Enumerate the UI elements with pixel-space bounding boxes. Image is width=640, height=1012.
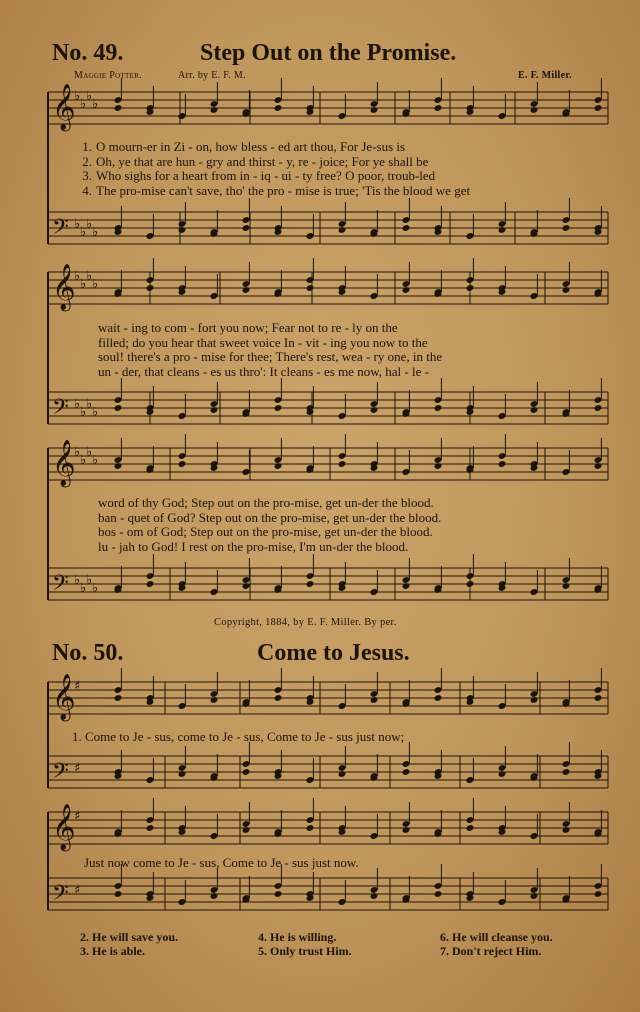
treble-clef-icon: 𝄞 bbox=[52, 84, 76, 130]
lyric-row bbox=[70, 140, 470, 155]
sharp-key-icon: ♯ bbox=[74, 761, 81, 776]
sharp-key-icon: ♯ bbox=[74, 679, 81, 694]
note-head-icon bbox=[274, 890, 283, 898]
hymn-50-verse-2: 2. He will save you. bbox=[80, 930, 178, 944]
flat-key-icon: ♭ bbox=[86, 217, 93, 232]
lyric-text: O mourn-er in Zi - on, how bless - ed art thou, For Je-sus is bbox=[96, 139, 406, 154]
note-head-icon bbox=[306, 284, 315, 292]
note-head-icon bbox=[242, 286, 251, 294]
lyric-row bbox=[70, 184, 470, 199]
note-head-icon bbox=[370, 696, 379, 704]
note-head-icon bbox=[338, 226, 347, 234]
lyric-text: filled; do you hear that sweet voice In - vit - ing you now to the bbox=[98, 334, 428, 350]
hymn-49-number: No. 49. bbox=[52, 40, 124, 66]
note-head-icon bbox=[466, 284, 475, 292]
note-head-icon bbox=[242, 826, 251, 834]
hymn-50-verse-7: 7. Don't reject Him. bbox=[440, 944, 542, 958]
flat-key-icon: ♭ bbox=[86, 573, 93, 588]
note-head-icon bbox=[562, 582, 571, 590]
flat-key-icon: ♭ bbox=[80, 581, 87, 596]
note-head-icon bbox=[146, 284, 155, 292]
note-head-icon bbox=[530, 696, 539, 704]
lyric-text: word of thy God; Step out on the pro-mise, get un-der the blood. bbox=[98, 495, 434, 510]
flat-key-icon: ♭ bbox=[80, 97, 87, 112]
note-head-icon bbox=[338, 460, 347, 468]
flat-key-icon: ♭ bbox=[74, 269, 81, 284]
note-head-icon bbox=[498, 226, 507, 234]
note-head-icon bbox=[466, 824, 475, 832]
verse-number: 1. bbox=[82, 139, 92, 154]
lyric-text: The pro-mise can't save, tho' the pro - mise is true; 'Tis the blood we get bbox=[96, 182, 471, 198]
note-head-icon bbox=[402, 224, 411, 232]
note-head-icon bbox=[114, 462, 123, 470]
hymn-49-lyrics-line-3 bbox=[98, 496, 441, 554]
note-head-icon bbox=[370, 892, 379, 900]
note-head-icon bbox=[210, 696, 219, 704]
flat-key-icon: ♭ bbox=[92, 581, 99, 596]
note-head-icon bbox=[370, 406, 379, 414]
note-head-icon bbox=[402, 826, 411, 834]
lyric-row bbox=[70, 155, 470, 170]
lyric-text: wait - ing to com - fort you now; Fear not to re - ly on the bbox=[98, 320, 398, 335]
note-head-icon bbox=[434, 890, 443, 898]
note-head-icon bbox=[594, 104, 603, 112]
note-head-icon bbox=[306, 824, 315, 832]
flat-key-icon: ♭ bbox=[92, 225, 99, 240]
hymn-50-lyrics-line-2: Just now come to Je - sus, Come to Je - sus just now. bbox=[84, 855, 359, 870]
hymn-49-arranger: Arr. by E. F. M. bbox=[178, 70, 246, 81]
note-head-icon bbox=[274, 404, 283, 412]
hymn-49-lyrics-line-1 bbox=[70, 140, 470, 198]
lyric-text: soul! there's a pro - mise for thee; There's rest, wea - ry one, in the bbox=[98, 349, 443, 364]
note-head-icon bbox=[210, 406, 219, 414]
note-head-icon bbox=[210, 892, 219, 900]
note-head-icon bbox=[242, 768, 251, 776]
hymn-49-words-credit: Maggie Potter. bbox=[74, 70, 142, 81]
note-head-icon bbox=[530, 892, 539, 900]
note-head-icon bbox=[178, 226, 187, 234]
flat-key-icon: ♭ bbox=[92, 405, 99, 420]
note-head-icon bbox=[562, 224, 571, 232]
treble-clef-icon: 𝄞 bbox=[52, 674, 76, 720]
treble-clef-icon: 𝄞 bbox=[52, 804, 76, 850]
hymn-50-title: Come to Jesus. bbox=[257, 640, 410, 666]
bass-clef-icon: 𝄢 bbox=[52, 215, 69, 245]
flat-key-icon: ♭ bbox=[86, 445, 93, 460]
note-head-icon bbox=[274, 462, 283, 470]
note-head-icon bbox=[562, 826, 571, 834]
note-head-icon bbox=[114, 404, 123, 412]
verse-number: 3. bbox=[82, 168, 92, 183]
note-head-icon bbox=[594, 404, 603, 412]
treble-clef-icon: 𝄞 bbox=[52, 440, 76, 486]
note-head-icon bbox=[114, 890, 123, 898]
note-head-icon bbox=[562, 286, 571, 294]
note-head-icon bbox=[434, 404, 443, 412]
hymn-50-verse-6: 6. He will cleanse you. bbox=[440, 930, 553, 944]
bass-clef-icon: 𝄢 bbox=[52, 395, 69, 425]
flat-key-icon: ♭ bbox=[74, 217, 81, 232]
note-head-icon bbox=[114, 104, 123, 112]
note-head-icon bbox=[242, 582, 251, 590]
flat-key-icon: ♭ bbox=[92, 277, 99, 292]
hymn-49-copyright: Copyright, 1884, by E. F. Miller. By per. bbox=[214, 617, 397, 628]
note-head-icon bbox=[594, 890, 603, 898]
flat-key-icon: ♭ bbox=[86, 269, 93, 284]
lyric-text: Oh, ye that are hun - gry and thirst - y, re - joice; For ye shall be bbox=[96, 153, 429, 169]
lyric-text: ban - quet of God? Step out on the pro-mise, get un-der the blood. bbox=[98, 509, 442, 525]
treble-clef-icon: 𝄞 bbox=[52, 264, 76, 310]
note-head-icon bbox=[402, 768, 411, 776]
note-head-icon bbox=[466, 580, 475, 588]
hymn-50-lyrics-line-1: 1. Come to Je - sus, come to Je - sus, Come to Je - sus just now; bbox=[72, 729, 405, 744]
hymn-49-composer: E. F. Miller. bbox=[518, 70, 572, 81]
bass-clef-icon: 𝄢 bbox=[52, 759, 69, 789]
verse-number: 2. bbox=[82, 153, 92, 169]
note-head-icon bbox=[274, 694, 283, 702]
flat-key-icon: ♭ bbox=[86, 397, 93, 412]
flat-key-icon: ♭ bbox=[92, 453, 99, 468]
note-head-icon bbox=[562, 768, 571, 776]
flat-key-icon: ♭ bbox=[74, 397, 81, 412]
note-head-icon bbox=[594, 462, 603, 470]
note-head-icon bbox=[146, 580, 155, 588]
note-head-icon bbox=[402, 582, 411, 590]
hymn-50-verse-3: 3. He is able. bbox=[80, 944, 145, 958]
hymn-50-verse-4: 4. He is willing. bbox=[258, 930, 337, 944]
flat-key-icon: ♭ bbox=[74, 89, 81, 104]
lyric-text: Who sighs for a heart from in - iq - ui - ty free? O poor, troub-led bbox=[96, 168, 436, 183]
hymn-50-number: No. 50. bbox=[52, 640, 124, 666]
note-head-icon bbox=[434, 104, 443, 112]
flat-key-icon: ♭ bbox=[74, 445, 81, 460]
note-head-icon bbox=[274, 104, 283, 112]
note-head-icon bbox=[498, 770, 507, 778]
note-head-icon bbox=[242, 224, 251, 232]
note-head-icon bbox=[178, 770, 187, 778]
hymn-49-lyrics-line-2 bbox=[98, 321, 442, 379]
bass-clef-icon: 𝄢 bbox=[52, 571, 69, 601]
note-head-icon bbox=[434, 462, 443, 470]
note-head-icon bbox=[146, 824, 155, 832]
note-head-icon bbox=[370, 106, 379, 114]
note-head-icon bbox=[402, 286, 411, 294]
flat-key-icon: ♭ bbox=[80, 225, 87, 240]
lyric-text: lu - jah to God! I rest on the pro-mise, I'm un-der the blood. bbox=[98, 538, 409, 554]
lyric-text: un - der, that cleans - es us thro': It cleans - es me now, hal - le - bbox=[98, 363, 429, 379]
note-head-icon bbox=[114, 694, 123, 702]
hymn-50-verse-5: 5. Only trust Him. bbox=[258, 944, 352, 958]
note-head-icon bbox=[178, 460, 187, 468]
sharp-key-icon: ♯ bbox=[74, 809, 81, 824]
flat-key-icon: ♭ bbox=[74, 573, 81, 588]
note-head-icon bbox=[210, 106, 219, 114]
bass-clef-icon: 𝄢 bbox=[52, 881, 69, 911]
flat-key-icon: ♭ bbox=[80, 453, 87, 468]
note-head-icon bbox=[498, 460, 507, 468]
flat-key-icon: ♭ bbox=[80, 277, 87, 292]
flat-key-icon: ♭ bbox=[92, 97, 99, 112]
verse-number: 4. bbox=[82, 182, 92, 198]
lyric-text: bos - om of God; Step out on the pro-mise, get un-der the blood. bbox=[98, 524, 433, 539]
flat-key-icon: ♭ bbox=[86, 89, 93, 104]
note-head-icon bbox=[530, 106, 539, 114]
sharp-key-icon: ♯ bbox=[74, 883, 81, 898]
note-head-icon bbox=[594, 694, 603, 702]
flat-key-icon: ♭ bbox=[80, 405, 87, 420]
lyric-row bbox=[70, 169, 470, 184]
note-head-icon bbox=[338, 770, 347, 778]
note-head-icon bbox=[530, 406, 539, 414]
note-head-icon bbox=[306, 580, 315, 588]
note-head-icon bbox=[434, 694, 443, 702]
hymn-49-title: Step Out on the Promise. bbox=[200, 40, 457, 66]
